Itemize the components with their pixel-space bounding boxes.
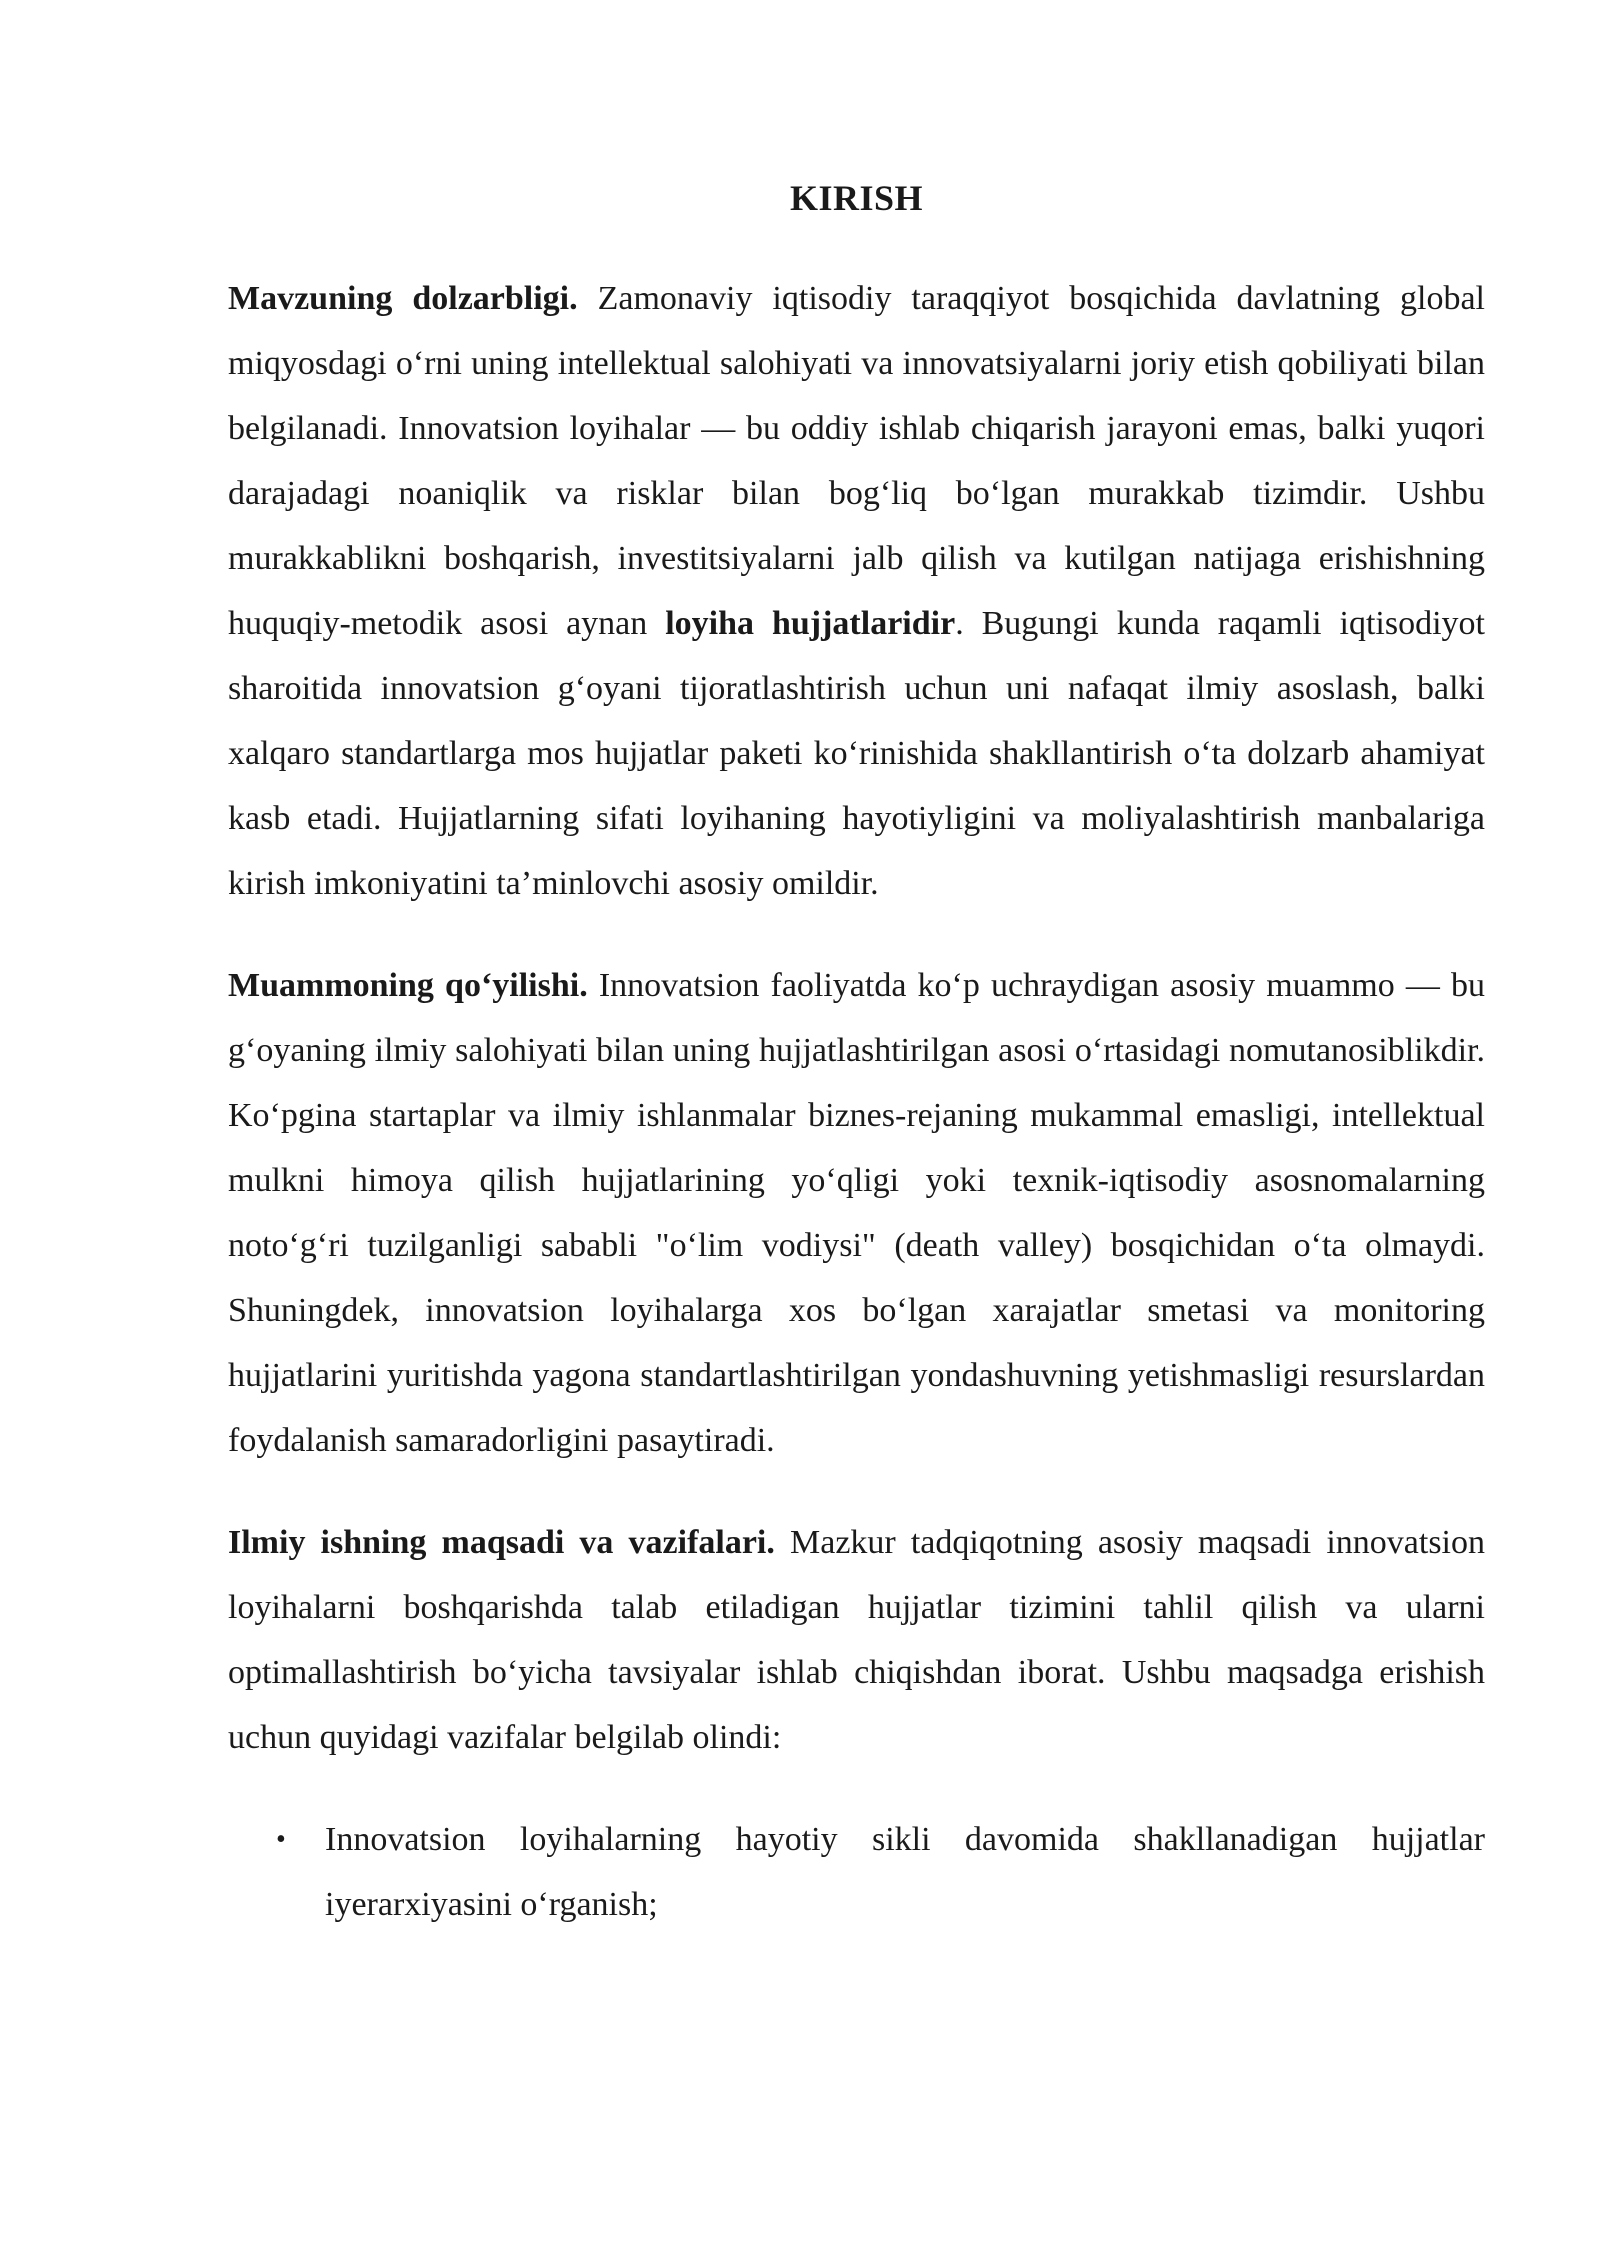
list-item — [228, 1807, 1485, 1937]
paragraph-goals — [228, 1510, 1485, 1770]
paragraph-problem — [228, 953, 1485, 1473]
heading-relevance: Mavzuning dolzarbligi. — [228, 280, 578, 317]
goals-text: Mazkur tadqiqotning asosiy maqsadi innovatsion loyihalarni boshqarishda talab etiladigan hujjatlar tizimini tahlil qilish va ularni optimallashtirish bo‘yicha tavsiyalar ishlab chiqishdan iborat. Ushbu maqsadga erishish uchun quyidagi vazifalar belgilab olindi: — [228, 1524, 1485, 1756]
relevance-text-2: . Bugungi kunda raqamli iqtisodiyot sharoitida innovatsion g‘oyani tijoratlashtirish uchun uni nafaqat ilmiy asoslash, balki xalqaro standartlarga mos hujjatlar paketi ko‘rinishida shakllantirish o‘ta dolzarb ahamiyat kasb etadi. Hujjatlarning sifati loyihaning hayotiyligini va moliyalashtirish manbalariga kirish imkoniyatini ta’minlovchi asosiy omildir. — [228, 605, 1485, 902]
document-page — [228, 150, 1485, 1937]
heading-problem: Muammoning qo‘yilishi. — [228, 967, 588, 1004]
bullet-icon: • — [276, 1824, 286, 1855]
task-text: Innovatsion loyihalarning hayotiy sikli davomida shakllanadigan hujjatlar iyerarxiyasini o‘rganish; — [325, 1821, 1485, 1923]
paragraph-relevance — [228, 266, 1485, 916]
heading-goals: Ilmiy ishning maqsadi va vazifalari. — [228, 1524, 775, 1561]
task-list — [228, 1807, 1485, 1937]
problem-text: Innovatsion faoliyatda ko‘p uchraydigan asosiy muammo — bu g‘oyaning ilmiy salohiyati bilan uning hujjatlashtirilgan asosi o‘rtasidagi nomutanosiblikdir. Ko‘pgina startaplar va ilmiy ishlanmalar biznes-rejaning mukammal emasligi, intellektual mulkni himoya qilish hujjatlarining yo‘qligi yoki texnik-iqtisodiy asosnomalarning noto‘g‘ri tuzilganligi sababli "o‘lim vodiysi" (death valley) bosqichidan o‘ta olmaydi. Shuningdek, innovatsion loyihalarga xos bo‘lgan xarajatlar smetasi va monitoring hujjatlarini yuritishda yagona standartlashtirilgan yondashuvning yetishmasligi resurslardan foydalanish samaradorligini pasaytiradi. — [228, 967, 1485, 1459]
relevance-text-1: Zamonaviy iqtisodiy taraqqiyot bosqichida davlatning global miqyosdagi o‘rni uning intellektual salohiyati va innovatsiyalarni joriy etish qobiliyati bilan belgilanadi. Innovatsion loyihalar — bu oddiy ishlab chiqarish jarayoni emas, balki yuqori darajadagi noaniqlik va risklar bilan bog‘liq bo‘lgan murakkab tizimdir. Ushbu murakkablikni boshqarish, investitsiyalarni jalb qilish va kutilgan natijaga erishishning huquqiy-metodik asosi aynan — [228, 280, 1486, 642]
relevance-emphasis: loyiha hujjatlaridir — [665, 605, 956, 642]
page-title: KIRISH — [789, 178, 924, 218]
